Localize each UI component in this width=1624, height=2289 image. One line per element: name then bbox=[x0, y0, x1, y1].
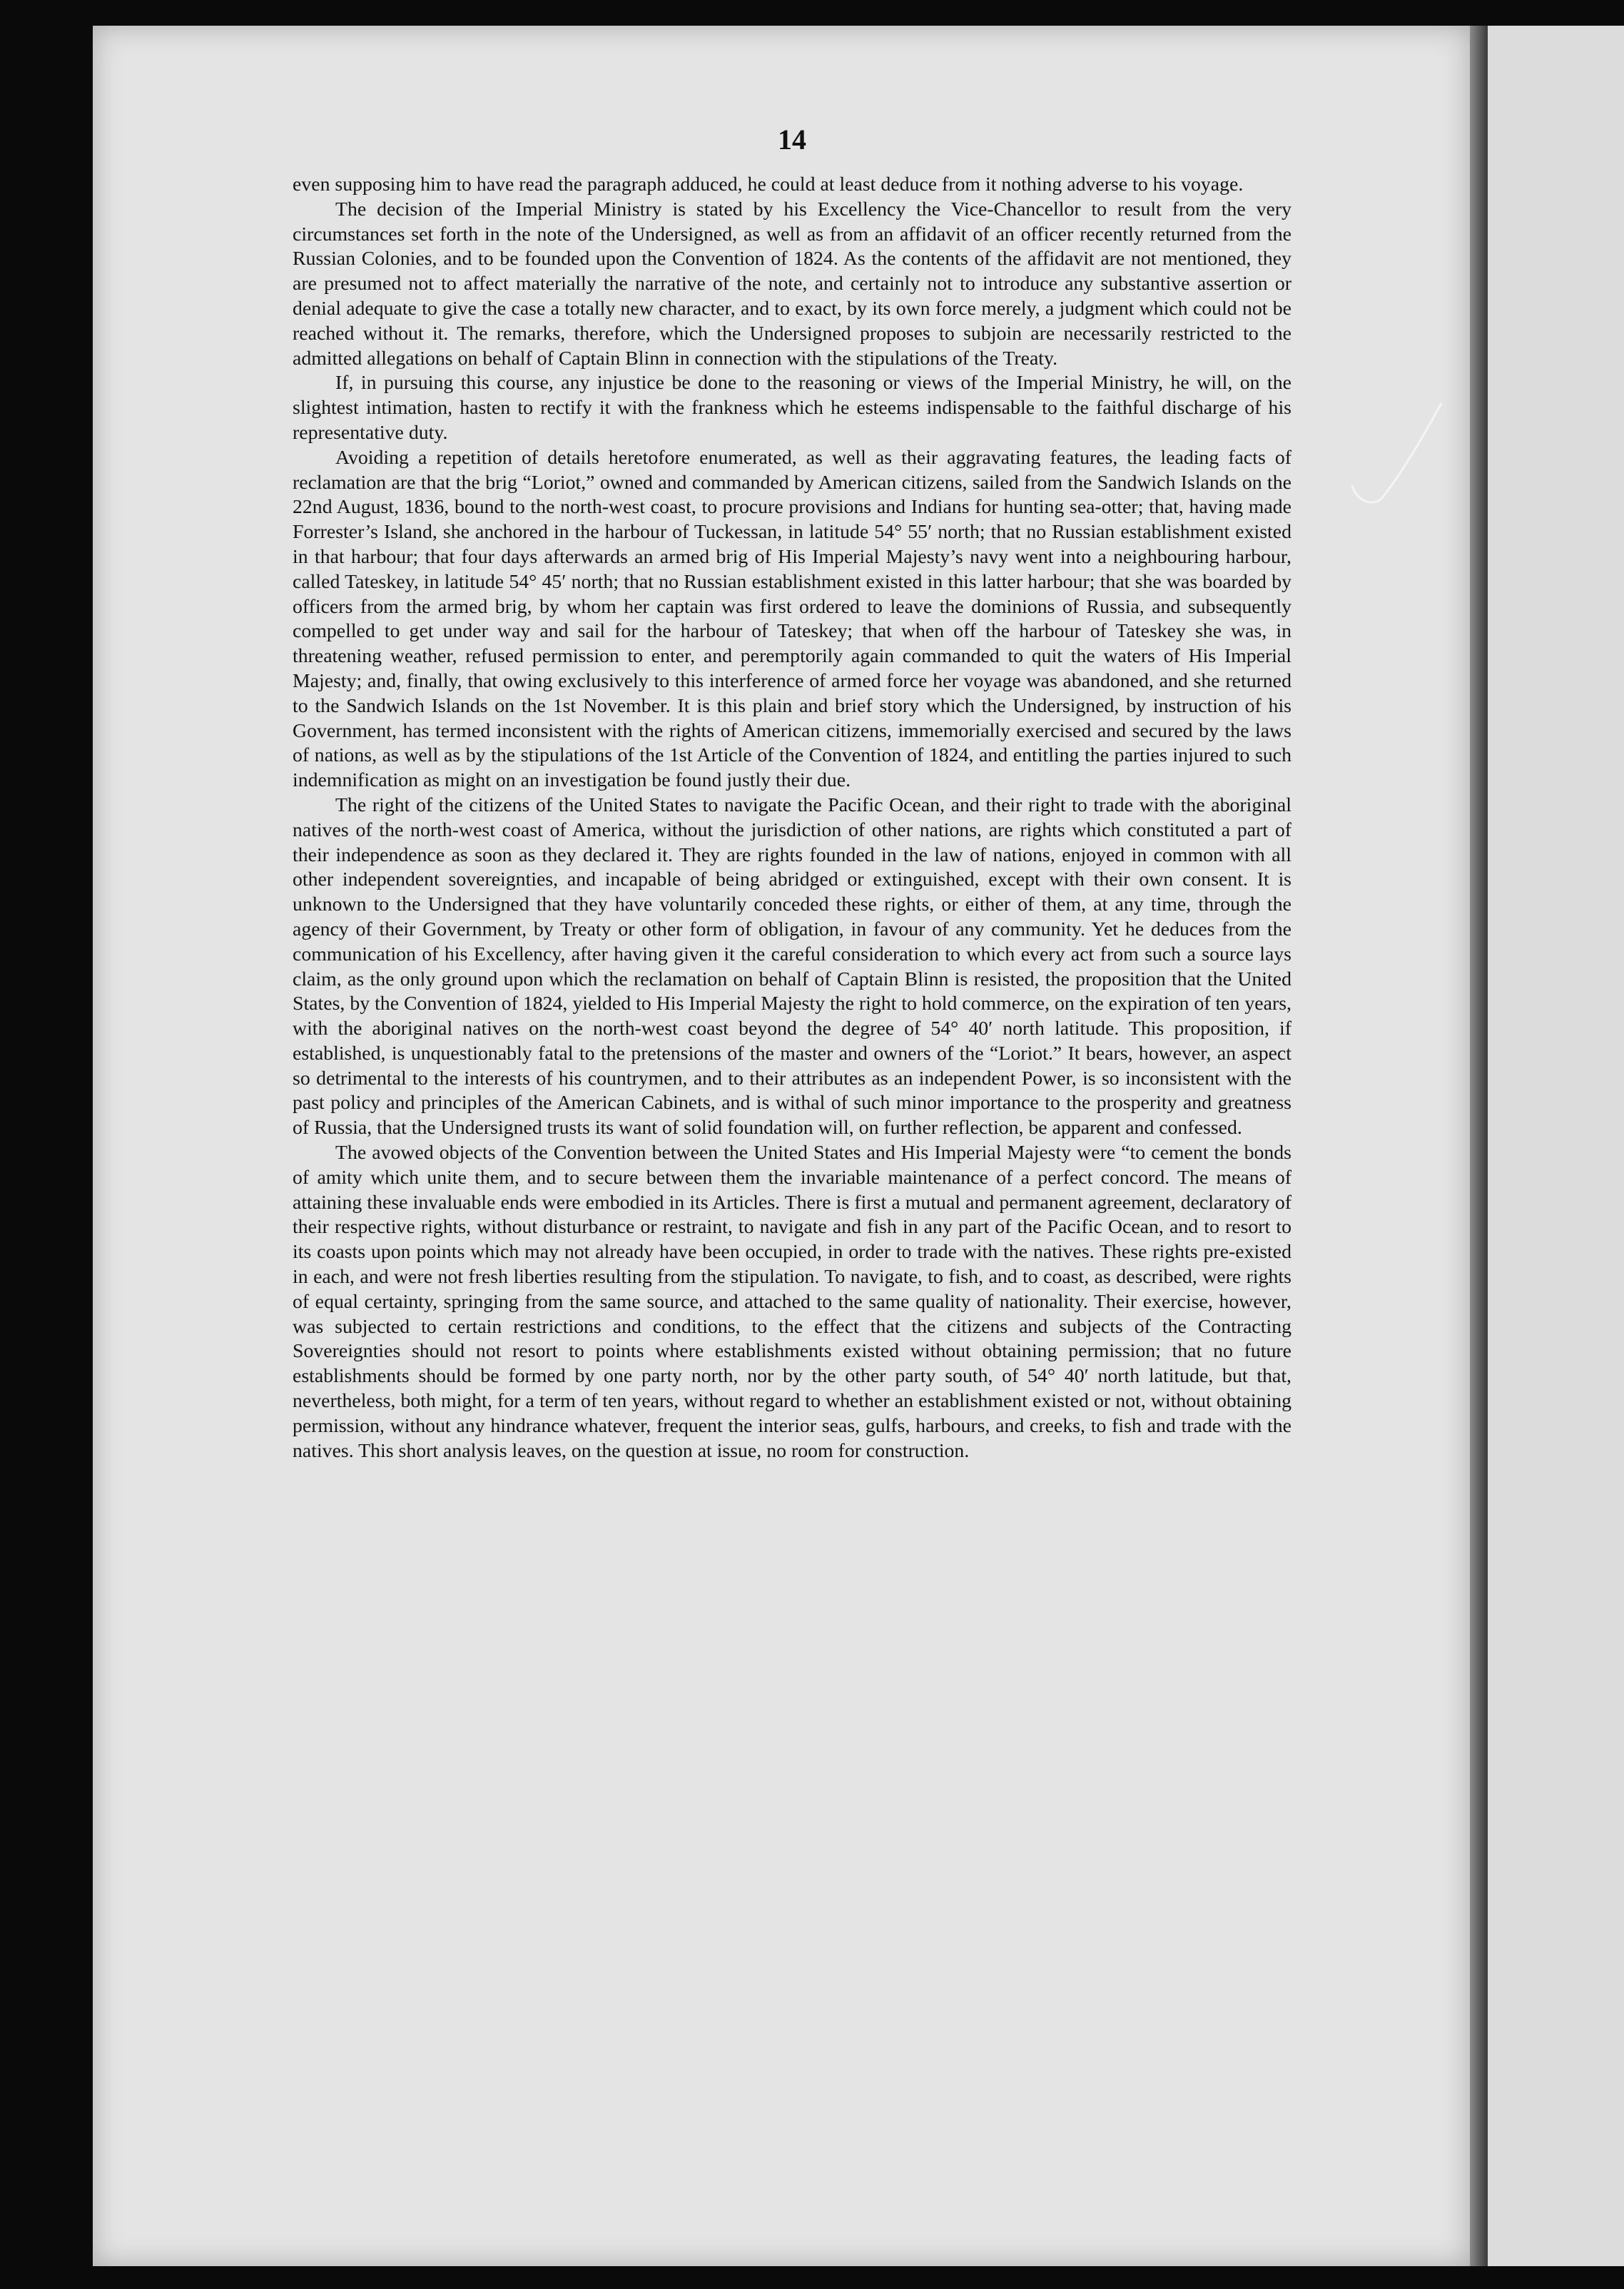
paragraph: The avowed objects of the Convention between the United States and His Imperial Majesty were “to cement the bonds of amity which unite them, and to secure between them the invariable maintenance of a perfect concord. The means of attaining these invaluable ends were embodied in its Articles. There is first a mutual and permanent agreement, declaratory of their respective rights, without disturbance or restraint, to navigate and fish in any part of the Pacific Ocean, and to resort to its coasts upon points which may not already have been occupied, in order to trade with the natives. These rights pre-existed in each, and were not fresh liberties resulting from the stipulation. To navigate, to fish, and to coast, as described, were rights of equal certainty, springing from the same source, and attached to the same quality of nationality. Their exercise, however, was subjected to certain restrictions and conditions, to the effect that the citizens and subjects of the Contracting Sovereignties should not resort to points where establishments existed without obtaining permission; that no future establishments should be formed by one party north, nor by the other party south, of 54° 40′ north latitude, but that, nevertheless, both might, for a term of ten years, without regard to whether an establishment existed or not, without obtaining permission, without any hindrance whatever, frequent the interior seas, gulfs, harbours, and creeks, to fish and trade with the natives. This short analysis leaves, on the question at issue, no room for construction. bbox=[293, 1142, 1291, 1462]
paragraph: The decision of the Imperial Ministry is stated by his Excellency the Vice-Chancellor to result from the very circumstances set forth in the note of the Undersigned, as well as from an affidavit of an officer recently returned from the Russian Colonies, and to be founded upon the Convention of 1824. As the contents of the affidavit are not mentioned, they are presumed not to affect materially the narrative of the note, and certainly not to introduce any substantive assertion or denial adequate to give the case a totally new character, and to exact, by its own force merely, a judgment which could not be reached without it. The remarks, therefore, which the Undersigned proposes to subjoin are necessarily restricted to the admitted allegations on behalf of Captain Blinn in connection with the stipulations of the Treaty. bbox=[293, 198, 1291, 370]
paragraph: Avoiding a repetition of details heretofore enumerated, as well as their aggravating features, the leading facts of reclamation are that the brig “Loriot,” owned and commanded by American citizens, sailed from the Sandwich Islands on the 22nd August, 1836, bound to the north-west coast, to procure provisions and Indians for hunting sea-otter; that, having made Forrester’s Island, she anchored in the harbour of Tuckessan, in latitude 54° 55′ north; that no Russian establishment existed in that harbour; that four days afterwards an armed brig of His Imperial Majesty’s navy went into a neighbouring harbour, called Tateskey, in latitude 54° 45′ north; that no Russian establishment existed in this latter harbour; that she was boarded by officers from the armed brig, by whom her captain was first ordered to leave the dominions of Russia, and subsequently compelled to get under way and sail for the harbour of Tateskey; that when off the harbour of Tateskey she was, in threatening weather, refused permission to enter, and peremptorily again commanded to quit the waters of His Imperial Majesty; and, finally, that owing exclusively to this interference of armed force her voyage was abandoned, and she returned to the Sandwich Islands on the 1st November. It is this plain and brief story which the Undersigned, by instruction of his Government, has termed inconsistent with the rights of American citizens, immemorially exercised and secured by the laws of nations, as well as by the stipulations of the 1st Article of the Convention of 1824, and entitling the parties injured to such indemnification as might on an investigation be found justly their due. bbox=[293, 446, 1291, 792]
page-number: 14 bbox=[778, 123, 806, 156]
page-fold-shadow bbox=[1470, 26, 1488, 2266]
paragraph: The right of the citizens of the United States to navigate the Pacific Ocean, and their right to trade with the aboriginal natives of the north-west coast of America, without the jurisdiction of other nations, are rights which constituted a part of their independence as soon as they declared it. They are rights founded in the law of nations, enjoyed in common with all other independent sovereignties, and incapable of being abridged or extinguished, except with their own consent. It is unknown to the Undersigned that they have voluntarily conceded these rights, or either of them, at any time, through the agency of their Government, by Treaty or other form of obligation, in favour of any community. Yet he deduces from the communication of his Excellency, after having given it the careful consideration to which every act from such a source lays claim, as the only ground upon which the reclamation on behalf of Captain Blinn is resisted, the proposition that the United States, by the Convention of 1824, yielded to His Imperial Majesty the right to hold commerce, on the expiration of ten years, with the aboriginal natives on the north-west coast beyond the degree of 54° 40′ north latitude. This proposition, if established, is unquestionably fatal to the pretensions of the master and owners of the “Loriot.” It bears, however, an aspect so detrimental to the interests of his countrymen, and to their attributes as an independent Power, is so inconsistent with the past policy and principles of the American Cabinets, and is withal of such minor importance to the prosperity and greatness of Russia, that the Undersigned trusts its want of solid foundation will, on further reflection, be apparent and confessed. bbox=[293, 793, 1291, 1140]
pencil-checkmark-icon bbox=[1341, 400, 1448, 507]
adjacent-page-edge bbox=[1488, 26, 1624, 2266]
body-text bbox=[293, 173, 1291, 1463]
paragraph: even supposing him to have read the paragraph adduced, he could at least deduce from it nothing adverse to his voyage. bbox=[293, 173, 1244, 196]
paragraph: If, in pursuing this course, any injustice be done to the reasoning or views of the Imperial Ministry, he will, on the slightest intimation, hasten to rectify it with the frankness which he esteems indispensable to the faithful discharge of his representative duty. bbox=[293, 372, 1291, 444]
